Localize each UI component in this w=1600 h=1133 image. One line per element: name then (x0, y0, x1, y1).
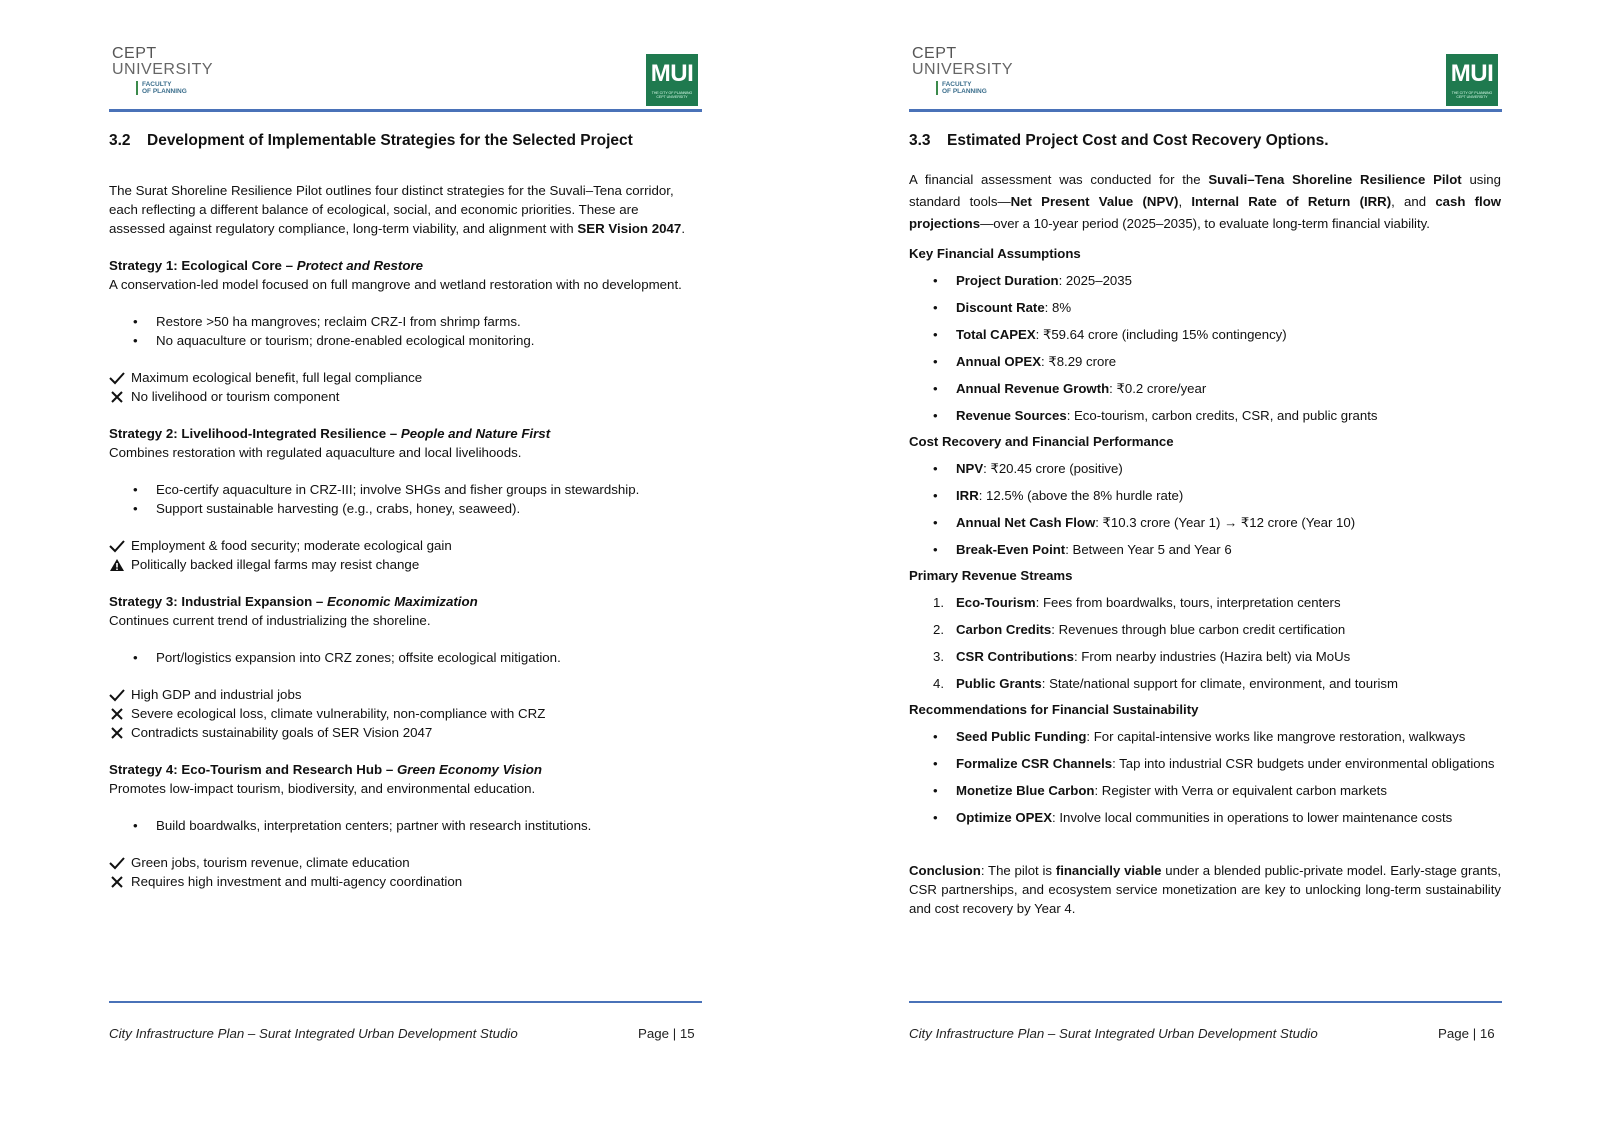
section-number: 3.2 (109, 132, 131, 149)
cept-logo-line2: UNIVERSITY (112, 61, 214, 78)
section-title: Estimated Project Cost and Cost Recovery Options. (947, 132, 1329, 149)
section-heading (909, 131, 1501, 151)
assessment-row (109, 368, 694, 387)
list-item: • Annual Revenue Growth: ₹0.2 crore/year (909, 379, 1501, 398)
strategy-3 (109, 592, 694, 742)
list-item: • Support sustainable harvesting (e.g., crabs, honey, seaweed). (109, 499, 694, 518)
warning-icon (109, 558, 131, 572)
cept-university-logo (112, 46, 222, 98)
performance-list (909, 459, 1501, 559)
assessment-text: Contradicts sustainability goals of SER Vision 2047 (131, 725, 433, 740)
assessment-text: Politically backed illegal farms may resist change (131, 557, 420, 572)
cept-logo-line1: CEPT (912, 45, 957, 62)
strategy-bullets (109, 816, 694, 835)
faculty-line2: OF PLANNING (942, 88, 987, 95)
streams-heading: Primary Revenue Streams (909, 568, 1073, 583)
strategy-description: A conservation-led model focused on full mangrove and wetland restoration with no development. (109, 277, 682, 292)
list-item: • Monetize Blue Carbon: Register with Verra or equivalent carbon markets (909, 781, 1501, 800)
mui-sub2: CEPT UNIVERSITY (1456, 95, 1488, 99)
conclusion-paragraph: Conclusion: The pilot is financially viable under a blended public-private model. Early-stage grants, CSR partnerships, and ecosystem service monetization are key to unlocking long-term sustainability and cost recovery by Year 4. (909, 863, 1501, 916)
strategy-title: Strategy 3: Industrial Expansion – Economic Maximization (109, 594, 478, 609)
cross-icon (109, 390, 131, 404)
assessment-text: Severe ecological loss, climate vulnerability, non-compliance with CRZ (131, 706, 546, 721)
check-icon (109, 539, 131, 553)
assessment-text: High GDP and industrial jobs (131, 687, 302, 702)
footer-title: City Infrastructure Plan – Surat Integrated Urban Development Studio (109, 1026, 518, 1041)
assessment-text: Maximum ecological benefit, full legal compliance (131, 370, 423, 385)
performance-heading: Cost Recovery and Financial Performance (909, 434, 1174, 449)
page-16 (800, 0, 1600, 1133)
list-item: • Revenue Sources: Eco-tourism, carbon credits, CSR, and public grants (909, 406, 1501, 425)
list-item: • Annual OPEX: ₹8.29 crore (909, 352, 1501, 371)
section-number: 3.3 (909, 132, 931, 149)
mui-logo (1446, 54, 1498, 106)
footer-rule (109, 1001, 702, 1003)
faculty-line1: FACULTY (942, 81, 972, 88)
cross-icon (109, 707, 131, 721)
assessment-row (109, 685, 694, 704)
cept-logo-line2: UNIVERSITY (912, 61, 1014, 78)
recommendations-heading: Recommendations for Financial Sustainability (909, 702, 1199, 717)
faculty-line2: OF PLANNING (142, 88, 187, 95)
cross-icon (109, 726, 131, 740)
faculty-of-planning-label (936, 81, 987, 95)
strategy-title: Strategy 2: Livelihood-Integrated Resilience – People and Nature First (109, 426, 551, 441)
list-item: • IRR: 12.5% (above the 8% hurdle rate) (909, 486, 1501, 505)
assessment-row (109, 723, 694, 742)
recommendations-list (909, 727, 1501, 827)
streams-list (909, 593, 1501, 693)
check-icon (109, 688, 131, 702)
strategy-description: Continues current trend of industrializing the shoreline. (109, 613, 431, 628)
mui-logo-text: MUI (1450, 60, 1494, 87)
faculty-of-planning-label (136, 81, 187, 95)
page-number: Page | 15 (638, 1026, 695, 1041)
intro-text: The Surat Shoreline Resilience Pilot outlines four distinct strategies for the Suvali–Tena corridor, each reflecting a different balance of ecological, social, and economic priorities. These are assessed against regulatory compliance, long-term viability, and alignment with (109, 183, 674, 236)
assumptions-heading: Key Financial Assumptions (909, 246, 1081, 261)
section-heading (109, 131, 694, 151)
list-item: • Port/logistics expansion into CRZ zones; offsite ecological mitigation. (109, 648, 694, 667)
mui-sub2: CEPT UNIVERSITY (656, 95, 688, 99)
section-3-3 (909, 131, 1501, 918)
page-number: Page | 16 (1438, 1026, 1495, 1041)
assessment-row (109, 387, 694, 406)
strategy-description: Promotes low-impact tourism, biodiversity, and environmental education. (109, 781, 536, 796)
list-item: 1. Eco-Tourism: Fees from boardwalks, tours, interpretation centers (933, 595, 1341, 610)
cept-university-logo (912, 46, 1022, 98)
list-item: • No aquaculture or tourism; drone-enabled ecological monitoring. (109, 331, 694, 350)
mui-sub1: THE CITY OF PLANNING (1451, 91, 1493, 95)
list-item: • Optimize OPEX: Involve local communities in operations to lower maintenance costs (909, 808, 1501, 827)
assessment-text: Requires high investment and multi-agency coordination (131, 874, 463, 889)
check-icon (109, 371, 131, 385)
list-item: • Project Duration: 2025–2035 (909, 271, 1501, 290)
footer-title: City Infrastructure Plan – Surat Integrated Urban Development Studio (909, 1026, 1318, 1041)
list-item: • Total CAPEX: ₹59.64 crore (including 15% contingency) (909, 325, 1501, 344)
assessment-text: No livelihood or tourism component (131, 389, 340, 404)
list-item: • Formalize CSR Channels: Tap into industrial CSR budgets under environmental obligations (909, 754, 1501, 773)
strategy-2 (109, 424, 694, 574)
header-rule (109, 109, 702, 112)
section-3-2 (109, 131, 694, 891)
list-item: • Build boardwalks, interpretation centers; partner with research institutions. (109, 816, 694, 835)
assessment-row (109, 853, 694, 872)
strategy-title: Strategy 4: Eco-Tourism and Research Hub – Green Economy Vision (109, 762, 543, 777)
list-item: 3. CSR Contributions: From nearby industries (Hazira belt) via MoUs (933, 649, 1351, 664)
footer-rule (909, 1001, 1502, 1003)
list-item: • NPV: ₹20.45 crore (positive) (909, 459, 1501, 478)
list-item: • Eco-certify aquaculture in CRZ-III; involve SHGs and fisher groups in stewardship. (109, 480, 694, 499)
assessment-row (109, 536, 694, 555)
assumptions-list (909, 271, 1501, 425)
list-item: • Discount Rate: 8% (909, 298, 1501, 317)
mui-logo-text: MUI (650, 60, 694, 87)
check-icon (109, 856, 131, 870)
strategy-description: Combines restoration with regulated aquaculture and local livelihoods. (109, 445, 522, 460)
mui-logo-subtext (1446, 91, 1498, 99)
list-item: 2. Carbon Credits: Revenues through blue carbon credit certification (933, 622, 1346, 637)
intro-paragraph: A financial assessment was conducted for the Suvali–Tena Shoreline Resilience Pilot using standard tools—Net Present Value (NPV), Internal Rate of Return (IRR), and cash flow projections—over a 10-year period (2025–2035), to evaluate long-term financial viability. (909, 172, 1502, 231)
strategy-bullets (109, 312, 694, 350)
cross-icon (109, 875, 131, 889)
strategy-bullets (109, 648, 694, 667)
list-item: • Restore >50 ha mangroves; reclaim CRZ-I from shrimp farms. (109, 312, 694, 331)
strategy-title: Strategy 1: Ecological Core – Protect and Restore (109, 258, 424, 273)
header-rule (909, 109, 1502, 112)
list-item: 4. Public Grants: State/national support for climate, environment, and tourism (933, 676, 1398, 691)
intro-end: . (681, 221, 686, 236)
strategy-1 (109, 256, 694, 406)
list-item: • Annual Net Cash Flow: ₹10.3 crore (Year 1) → ₹12 crore (Year 10) (909, 513, 1501, 532)
cept-logo-line1: CEPT (112, 45, 157, 62)
mui-logo-subtext (646, 91, 698, 99)
section-title: Development of Implementable Strategies for the Selected Project (147, 132, 633, 149)
intro-bold: SER Vision 2047 (577, 221, 682, 236)
assessment-row (109, 704, 694, 723)
assessment-row (109, 555, 694, 574)
faculty-line1: FACULTY (142, 81, 172, 88)
strategy-bullets (109, 480, 694, 518)
list-item: • Break-Even Point: Between Year 5 and Year 6 (909, 540, 1501, 559)
mui-sub1: THE CITY OF PLANNING (651, 91, 693, 95)
assessment-text: Employment & food security; moderate ecological gain (131, 538, 452, 553)
mui-logo (646, 54, 698, 106)
intro-paragraph (109, 181, 694, 238)
list-item: • Seed Public Funding: For capital-intensive works like mangrove restoration, walkways (909, 727, 1501, 746)
strategy-4 (109, 760, 694, 891)
assessment-text: Green jobs, tourism revenue, climate education (131, 855, 410, 870)
assessment-row (109, 872, 694, 891)
